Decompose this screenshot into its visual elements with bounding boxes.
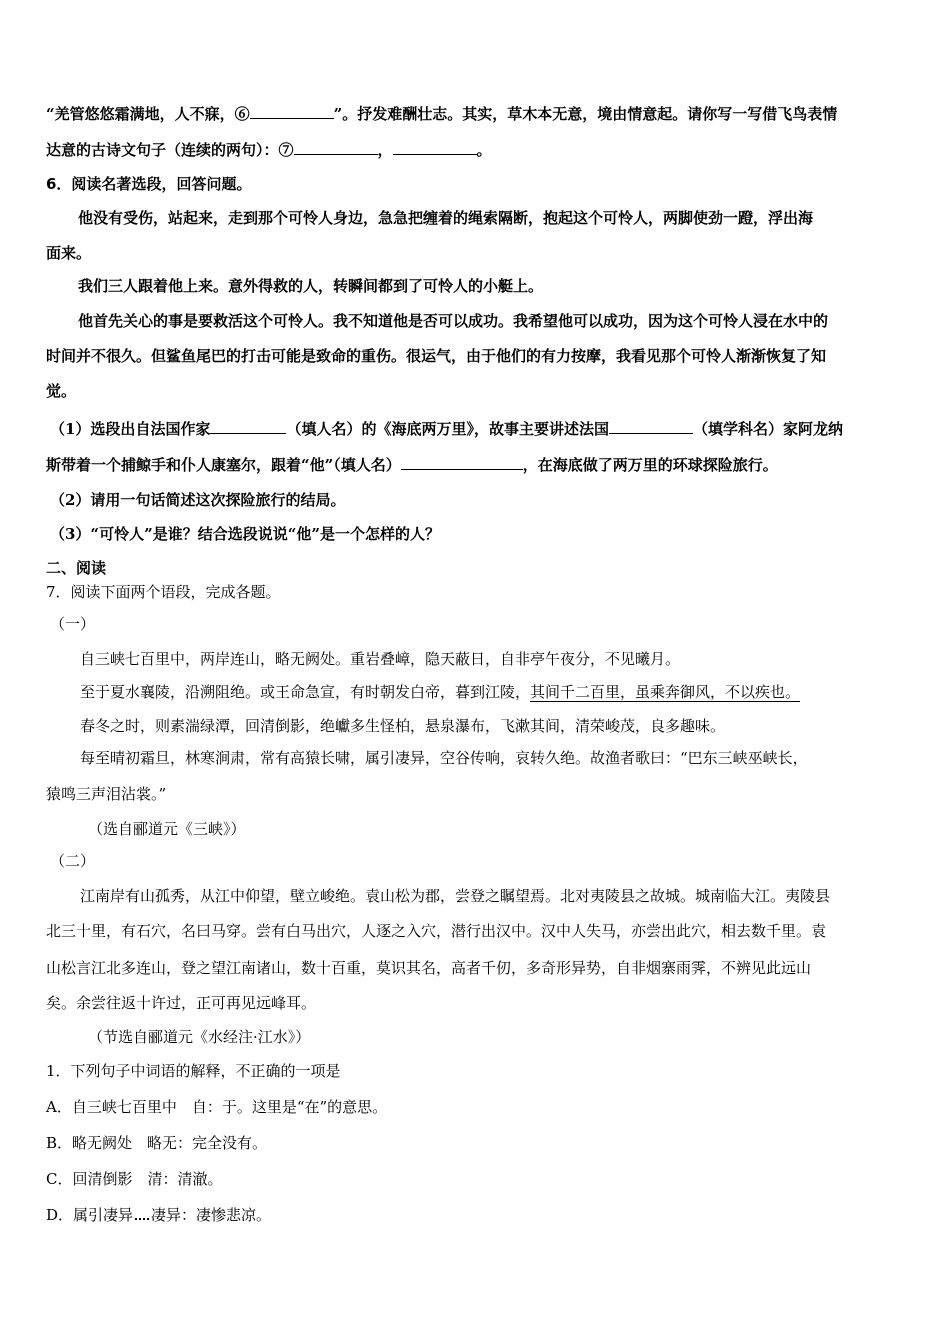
q6-title: 6．阅读名著选段，回答问题。	[46, 175, 252, 193]
discipline-blank[interactable]	[609, 419, 693, 434]
underlined-sentence: 其间千二百里，虽乘奔御风，不以疾也。	[530, 683, 801, 701]
part1-label: （一）	[50, 615, 96, 633]
passage1-p4-l1: 每至晴初霜旦，林寒涧肃，常有高猿长啸，属引凄异，空谷传响，哀转久绝。故渔者歌曰：“巴东三峡巫峡长，	[80, 749, 808, 767]
passage1-p3: 春冬之时，则素湍绿潭，回清倒影，绝巘多生怪柏，悬泉瀑布，飞漱其间，清荣峻茂，良多趣味。	[80, 717, 726, 735]
q6-sub1-line2	[46, 455, 778, 475]
passage2-l3: 山松言江北多连山，登之望江南诸山，数十百重，莫识其名，高者千仞，多奇形异势，自非烟寨雨霁，不辨见此远山	[46, 959, 812, 977]
q6-sub3: （3）“可怜人”是谁？结合选段说说“他”是一个怎样的人？	[50, 525, 440, 543]
q6-sub1-line1	[50, 419, 843, 439]
option-b[interactable]: B．略无阙处 略无：完全没有。	[46, 1134, 268, 1152]
q5-line1-after: ”。抒发难酬壮志。其实，草木本无意，境由情意起。请你写一写借飞鸟表情	[333, 105, 838, 123]
source-2: （节选自郦道元《水经注·江水》）	[88, 1028, 311, 1046]
answer-blank-6[interactable]	[250, 104, 334, 119]
passage1-p2-text: 至于夏水襄陵，沿溯阻绝。或王命急宣，有时朝发白帝，暮到江陵，	[80, 683, 531, 701]
q6-sub2: （2）请用一句话简述这次探险旅行的结局。	[50, 491, 346, 509]
passage2-l2: 北三十里，有石穴，名曰马穿。尝有白马出穴，人逐之入穴，潜行出汉中。汉中人失马，亦尝出此穴，相去数千里。袁	[46, 922, 827, 940]
q6-passage-p2: 我们三人跟着他上来。意外得救的人，转瞬间都到了可怜人的小艇上。	[78, 277, 544, 295]
q6-passage-p3-l2: 时间并不很久。但鲨鱼尾巴的打击可能是致命的重伤。很运气，由于他们的有力按摩，我看见那个可怜人渐渐恢复了知	[46, 347, 827, 365]
q5-line2-text: 达意的古诗文句子（连续的两句）：⑦	[46, 141, 294, 159]
q6-sub1-e: ，在海底做了两万里的环球探险旅行。	[522, 456, 778, 474]
character-blank[interactable]	[401, 455, 523, 470]
q7-title: 7．阅读下面两个语段，完成各题。	[46, 583, 281, 601]
q5-line2-sep: ，	[377, 141, 393, 159]
q6-passage-p3-l3: 觉。	[46, 382, 77, 400]
passage2-l1: 江南岸有山孤秀，从江中仰望，壁立峻绝。袁山松为郡，尝登之瞩望焉。北对夷陵县之故城。城南临大江。夷陵县	[80, 887, 831, 905]
q5-line1-text: “羌管悠悠霜满地，人不寐，⑥	[46, 105, 250, 123]
option-a[interactable]: A．自三峡七百里中 自：于。这里是“在”的意思。	[46, 1098, 388, 1116]
source-1: （选自郦道元《三峡》）	[88, 820, 246, 838]
answer-blank-7b[interactable]	[393, 140, 477, 155]
option-c[interactable]: C．回清倒影 清：清澈。	[46, 1170, 223, 1188]
q6-sub1-a: （1）选段出自法国作家	[50, 420, 211, 438]
emphasis-dots	[135, 1218, 149, 1220]
option-d[interactable]	[46, 1205, 271, 1225]
option-d-gloss: 凄异：凄惨悲凉。	[151, 1206, 272, 1224]
q5-line2-end: 。	[476, 141, 492, 159]
q6-sub1-b: （填人名）的《海底两万里》，故事主要讲述法国	[286, 420, 609, 438]
q5-line1	[46, 104, 837, 124]
part2-label: （二）	[50, 852, 96, 870]
q6-passage-p1-l1: 他没有受伤，站起来，走到那个可怜人身边，急急把缠着的绳索隔断，抱起这个可怜人，两脚使劲一蹬，浮出海	[78, 209, 814, 227]
q6-passage-p3-l1: 他首先关心的事是要救活这个可怜人。我不知道他是否可以成功。我希望他可以成功，因为这个可怜人浸在水中的	[78, 312, 829, 330]
q6-sub1-c: （填学科名）家阿龙纳	[692, 420, 843, 438]
q6-passage-p1-l2: 面来。	[46, 244, 92, 262]
author-blank[interactable]	[210, 419, 286, 434]
answer-blank-7a[interactable]	[294, 140, 378, 155]
sub1-question: 1．下列句子中词语的解释，不正确的一项是	[46, 1062, 341, 1080]
section-heading-reading: 二、阅读	[46, 559, 107, 577]
passage1-p2	[80, 682, 800, 702]
q6-sub1-d: 斯带着一个捕鲸手和仆人康塞尔，跟着“他”（填人名）	[46, 456, 401, 474]
passage2-l4: 矣。余尝往返十许过，正可再见远峰耳。	[46, 994, 317, 1012]
q5-line2	[46, 140, 492, 160]
option-d-term: D．属引凄异	[46, 1206, 134, 1224]
passage1-p4-l2: 猿鸣三声泪沾裳。”	[46, 785, 167, 803]
passage1-p1: 自三峡七百里中，两岸连山，略无阙处。重岩叠嶂，隐天蔽日，自非亭午夜分，不见曦月。	[80, 650, 681, 668]
